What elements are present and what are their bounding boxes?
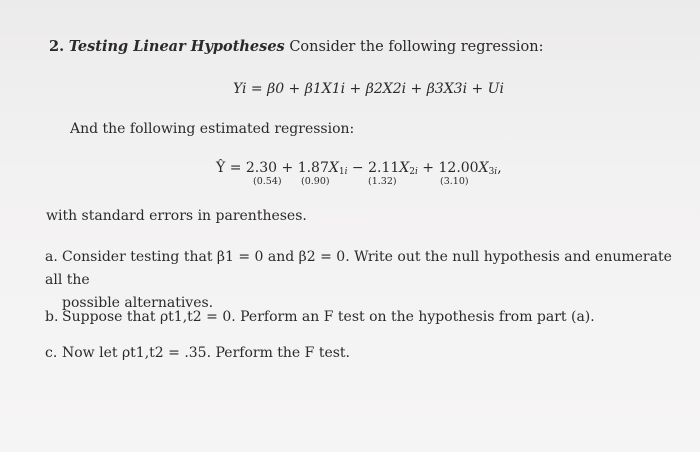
question-b [45, 309, 595, 325]
question-c-text: Now let ρt1,t2 = .35. Perform the F test. [62, 345, 351, 361]
estimated-regression-intro: And the following estimated regression: [70, 121, 355, 137]
coef-intercept: 2.30 [245, 160, 278, 176]
problem-title: Testing Linear Hypotheses [68, 38, 285, 55]
standard-errors-note: with standard errors in parentheses. [46, 208, 307, 224]
question-b-text: Suppose that ρt1,t2 = 0. Perform an F test on the hypothesis from part (a). [62, 309, 595, 325]
coef-b2: 2.11 [368, 160, 400, 176]
population-regression-equation: Yi = β0 + β1X1i + β2X2i + β3X3i + Ui [233, 81, 504, 97]
question-a-text-line2: possible alternatives. [62, 295, 214, 311]
question-a [45, 246, 685, 315]
se-b2: (1.32) [368, 176, 397, 187]
question-c [45, 345, 350, 361]
question-a-label: a. [45, 249, 58, 265]
coef-b3: 12.00 [438, 160, 479, 176]
se-b1: (0.90) [301, 176, 330, 187]
yhat-lhs: Ŷ = [216, 160, 246, 176]
problem-intro-text: Consider the following regression: [289, 39, 544, 55]
problem-heading [49, 38, 544, 55]
estimated-regression-equation: Ŷ = $2.30 + 1.87X_{1i} - 2.11X_{2i} + 12.00X_{3i}$, [216, 160, 502, 177]
question-c-label: c. [45, 345, 58, 361]
se-intercept: (0.54) [253, 176, 282, 187]
se-b3: (3.10) [440, 176, 469, 187]
question-b-label: b. [45, 309, 59, 325]
problem-number: 2. [49, 38, 65, 55]
coef-b1: 1.87 [297, 160, 329, 176]
question-a-text-line1: Consider testing that β1 = 0 and β2 = 0. Write out the null hypothesis and enumerate all the [45, 249, 672, 288]
